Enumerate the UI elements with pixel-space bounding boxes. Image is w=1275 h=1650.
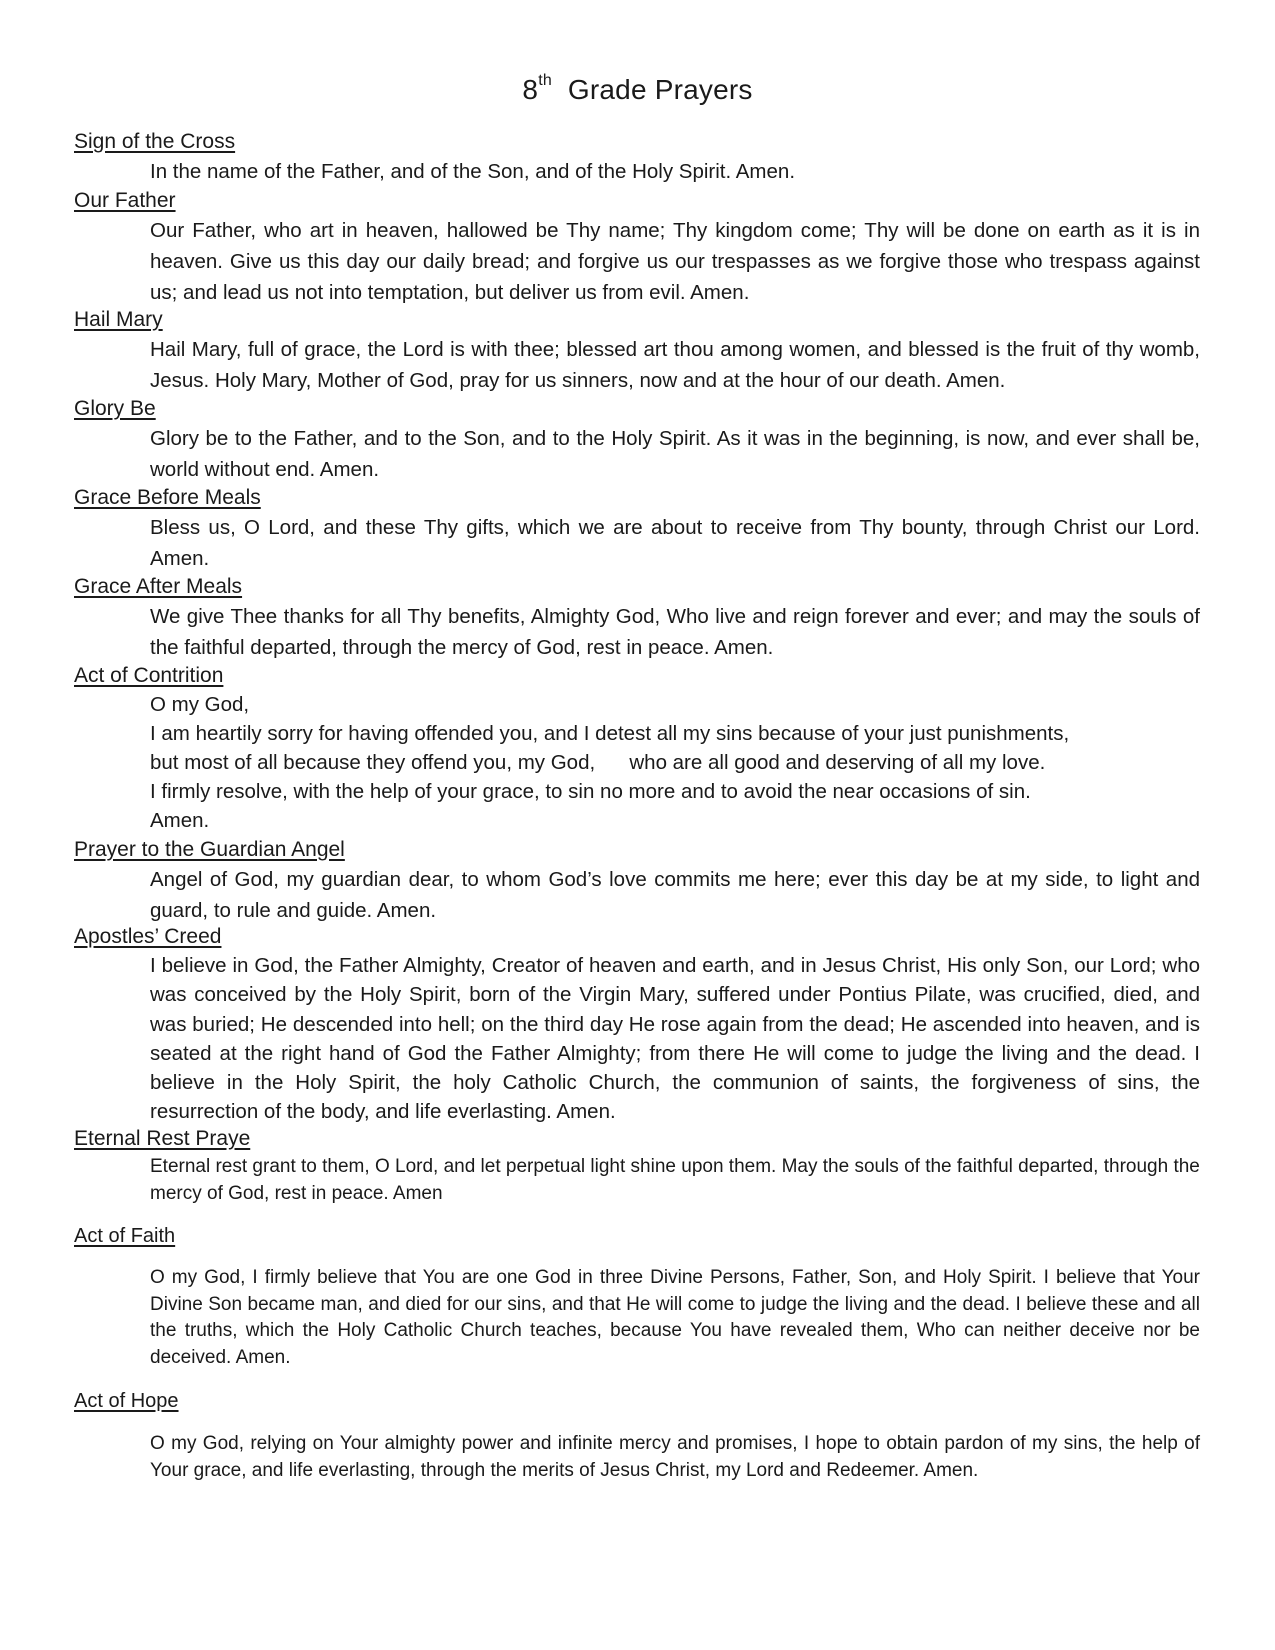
title-text: Grade Prayers bbox=[567, 74, 753, 105]
page-title bbox=[0, 71, 1275, 106]
prayer-text: O my God, relying on Your almighty power and infinite mercy and promises, I hope to obtain pardon of my sins, the help of Your grace, and life everlasting, through the merits of Jesus Christ, my Lord and Redeemer. Amen. bbox=[150, 1433, 1200, 1481]
prayer-heading: Act of Hope bbox=[74, 1390, 179, 1412]
prayer-text: Eternal rest grant to them, O Lord, and let perpetual light shine upon them. May the souls of the faithful departed, through the mercy of God, rest in peace. Amen bbox=[150, 1156, 1200, 1204]
prayer-act-of-contrition bbox=[74, 664, 1200, 835]
prayer-act-of-hope bbox=[74, 1389, 1200, 1484]
prayer-heading: Grace After Meals bbox=[74, 575, 243, 598]
prayer-grace-after-meals bbox=[74, 575, 1200, 663]
prayer-text: I believe in God, the Father Almighty, Creator of heaven and earth, and in Jesus Christ, His only Son, our Lord; who was conceived by the Holy Spirit, born of the Virgin Mary, suffered under Pontius Pilate, was crucified, died, and was buried; He descended into hell; on the third day He rose again from the dead; He ascended into heaven, and is seated at the right hand of God the Father Almighty; from there He will come to judge the living and the dead. I believe in the Holy Spirit, the holy Catholic Church, the communion of saints, the forgiveness of sins, the resurrection of the body, and life everlasting. Amen. bbox=[150, 954, 1200, 1124]
prayer-act-of-faith bbox=[74, 1224, 1200, 1371]
prayer-line: I firmly resolve, with the help of your grace, to sin no more and to avoid the near occasions of sin. bbox=[150, 780, 1031, 803]
prayer-text: Bless us, O Lord, and these Thy gifts, which we are about to receive from Thy bounty, through Christ our Lord. Amen. bbox=[150, 516, 1200, 570]
prayer-heading: Act of Contrition bbox=[74, 664, 224, 687]
prayer-heading: Glory Be bbox=[74, 397, 156, 420]
prayer-glory-be bbox=[74, 397, 1200, 485]
prayer-sign-of-the-cross bbox=[74, 130, 1200, 187]
prayer-line: I am heartily sorry for having offended you, and I detest all my sins because of your just punishments, bbox=[150, 722, 1070, 745]
prayer-text: O my God, I firmly believe that You are one God in three Divine Persons, Father, Son, and Holy Spirit. I believe that Your Divine Son became man, and died for our sins, and that He will come to judge the living and the dead. I believe these and all the truths, which the Holy Catholic Church teaches, because You have revealed them, Who can neither deceive nor be deceived. Amen. bbox=[150, 1267, 1200, 1368]
prayer-heading: Prayer to the Guardian Angel bbox=[74, 838, 345, 861]
prayer-heading: Sign of the Cross bbox=[74, 130, 236, 153]
prayer-heading: Grace Before Meals bbox=[74, 486, 261, 509]
prayer-hail-mary bbox=[74, 308, 1200, 396]
prayer-text: We give Thee thanks for all Thy benefits, Almighty God, Who live and reign forever and ever; and may the souls of the faithful departed, through the mercy of God, rest in peace. Amen. bbox=[150, 605, 1200, 659]
title-superscript: th bbox=[538, 71, 552, 89]
prayer-text: Glory be to the Father, and to the Son, and to the Holy Spirit. As it was in the beginning, is now, and ever shall be, world without end. Amen. bbox=[150, 427, 1200, 481]
prayer-our-father bbox=[74, 189, 1200, 308]
prayer-text: In the name of the Father, and of the Son, and of the Holy Spirit. Amen. bbox=[150, 160, 796, 183]
prayer-line: Amen. bbox=[150, 809, 210, 832]
prayer-text: Hail Mary, full of grace, the Lord is with thee; blessed art thou among women, and blessed is the fruit of thy womb, Jesus. Holy Mary, Mother of God, pray for us sinners, now and at the hour of our death. Amen. bbox=[150, 338, 1200, 392]
prayer-heading: Hail Mary bbox=[74, 308, 163, 331]
prayer-line: but most of all because they offend you, my God, who are all good and deserving of all my love. bbox=[150, 751, 1046, 774]
prayer-text bbox=[150, 690, 1200, 835]
prayer-guardian-angel bbox=[74, 838, 1200, 926]
prayer-grace-before-meals bbox=[74, 486, 1200, 574]
prayer-heading: Act of Faith bbox=[74, 1225, 176, 1247]
prayer-heading: Our Father bbox=[74, 189, 176, 212]
prayer-heading: Apostles’ Creed bbox=[74, 925, 222, 948]
prayer-text: Our Father, who art in heaven, hallowed be Thy name; Thy kingdom come; Thy will be done on earth as it is in heaven. Give us this day our daily bread; and forgive us our trespasses as we forgive those who trespass against us; and lead us not into temptation, but deliver us from evil. Amen. bbox=[150, 219, 1200, 304]
title-number: 8 bbox=[522, 74, 539, 105]
prayer-text: Angel of God, my guardian dear, to whom God’s love commits me here; ever this day be at my side, to light and guard, to rule and guide. Amen. bbox=[150, 868, 1200, 922]
prayer-line: O my God, bbox=[150, 693, 250, 716]
prayer-apostles-creed bbox=[74, 925, 1200, 1127]
prayer-eternal-rest bbox=[74, 1127, 1200, 1207]
prayer-heading: Eternal Rest Praye bbox=[74, 1127, 251, 1150]
